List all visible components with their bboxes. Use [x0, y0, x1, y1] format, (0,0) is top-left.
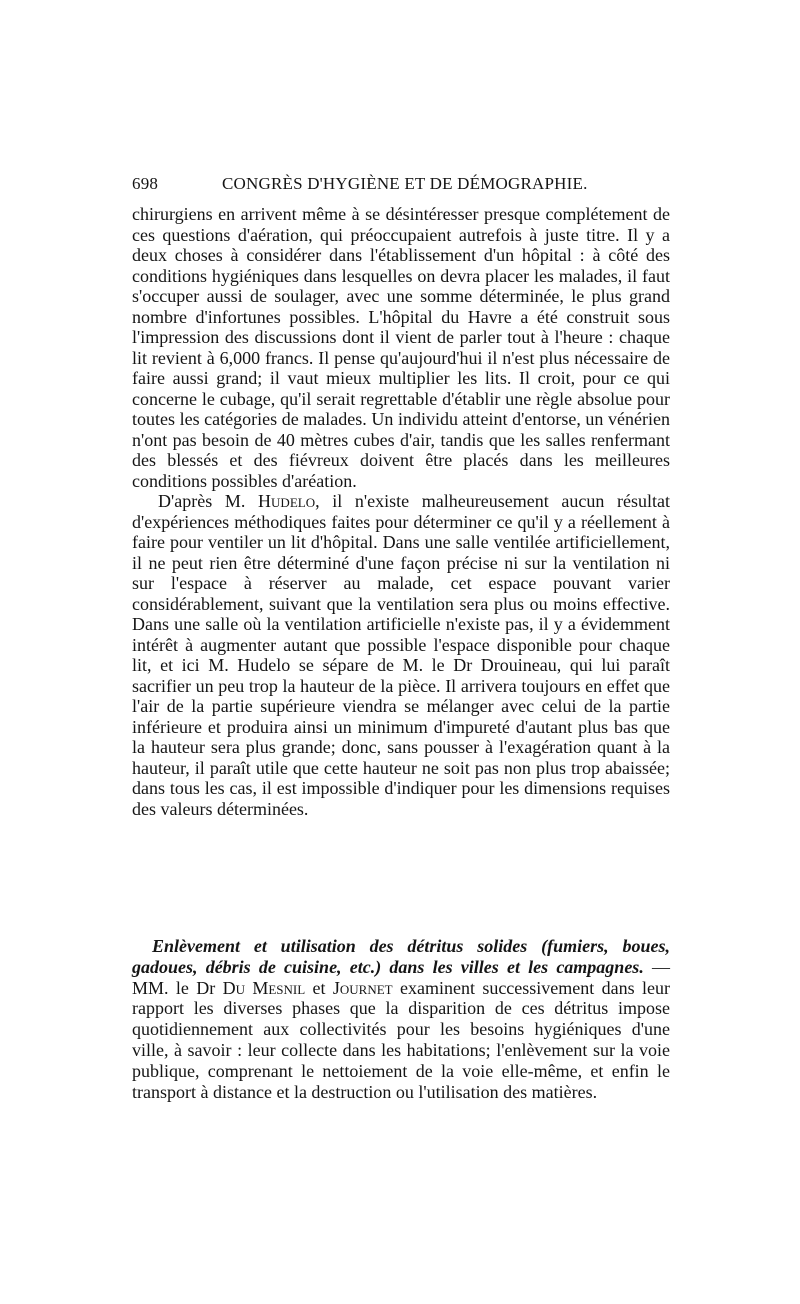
author-name-journet: Journet — [332, 977, 393, 998]
author-name-hudelo: Hudelo — [258, 491, 316, 511]
running-title: CONGRÈS D'HYGIÈNE ET DE DÉMOGRAPHIE. — [222, 174, 588, 193]
paragraph-body: , il n'existe malheureusement aucun résultat d'expériences méthodiques faites pour déterminer ce qu'il y a réellement à faire pour ventiler un lit d'hôpital. Dans une salle ventilée artificiellement, il ne peut rien être déterminé d'une façon précise ni sur la ventilation ni sur l'espace à réserver au malade, cet espace pouvant varier considérablement, suivant que la ventilation sera plus ou moins effective. Dans une salle où la ventilation artificielle n'existe pas, il y a évidemment intérêt à augmenter autant que possible l'espace disponible pour chaque lit, et ici M. Hudelo se sépare de M. le Dr Drouineau, qui lui paraît sacrifier un peu trop la hauteur de la pièce. Il arrivera toujours en effet que l'air de la partie supérieure viendra se mélanger avec celui de la partie inférieure et produira ainsi un minimum d'impureté d'autant plus bas que la hauteur sera plus grande; donc, sans pousser à l'exagération quant à la hauteur, il paraît utile que cette hauteur ne soit pas non plus trop abaissée; dans tous les cas, il est impossible d'indiquer pour les dimensions requises des valeurs déterminées. — [132, 491, 671, 819]
section-title: Enlèvement et utilisation des détritus solides (fumiers, boues, gadoues, débris de cuisine, etc.) dans les villes et les campagnes. — [132, 936, 670, 977]
author-name-du-mesnil: Du Mesnil — [222, 977, 306, 998]
running-head — [132, 174, 672, 198]
section-conjunction: et — [305, 977, 333, 998]
section-block — [132, 936, 670, 1102]
paragraph-continuation: chirurgiens en arrivent même à se désintéresser presque complétement de ces questions d'aération, qui préoccupaient autrefois à juste titre. Il y a deux choses à considérer dans l'établissement d'un hôpital : à côté des conditions hygiéniques dans lesquelles on devra placer les malades, il faut s'occuper aussi de soulager, avec une somme déterminée, le plus grand nombre d'infortunes possibles. L'hôpital du Havre a été construit sous l'impression des discussions dont il vient de parler tout à l'heure : chaque lit revient à 6,000 francs. Il pense qu'aujourd'hui il n'est plus nécessaire de faire aussi grand; il vaut mieux multiplier les lits. Il croit, pour ce qui concerne le cubage, qu'il serait regrettable d'établir une règle absolue pour toutes les catégories de malades. Un individu atteint d'entorse, un vénérien n'ont pas besoin de 40 mètres cubes d'air, tandis que les salles renfermant des blessés et des fiévreux doivent être placés dans les meilleures conditions possibles d'aréation. — [132, 204, 670, 491]
paragraph-hudelo — [132, 491, 670, 819]
paragraph-lead: D'après M. — [158, 491, 259, 511]
section-dash: — MM. le Dr — [132, 956, 671, 998]
main-text-block — [132, 204, 670, 819]
page-number: 698 — [132, 174, 159, 193]
section-paragraph — [132, 936, 670, 1102]
section-text: examinent successivement dans leur rapport les diverses phases que la disparition de ces détritus impose quotidiennement aux collectivités pour les besoins hygiéniques d'une ville, à savoir : leur collecte dans les habitations; l'enlèvement sur la voie publique, comprenant le nettoiement de la voie elle-même, et enfin le transport à distance et la destruction ou l'utilisation des matières. — [132, 977, 670, 1102]
